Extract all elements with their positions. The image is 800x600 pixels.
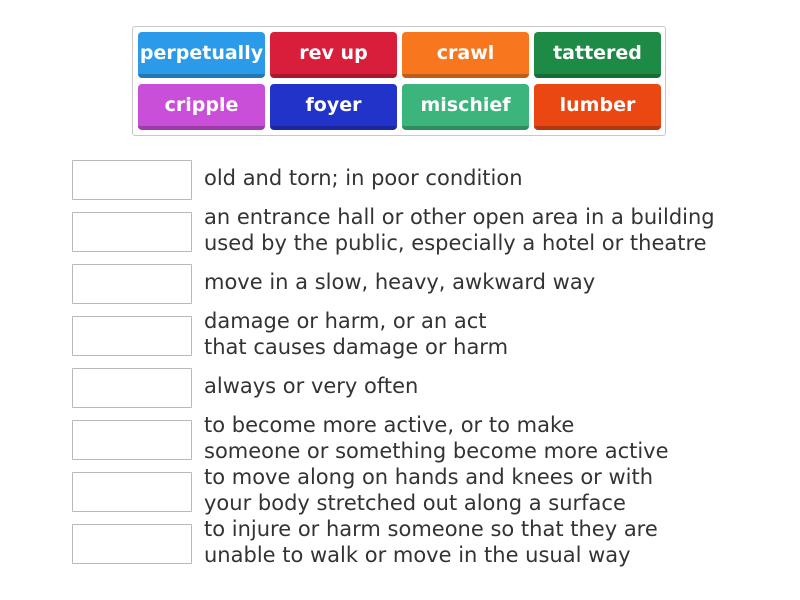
definition-text — [204, 373, 754, 399]
definition-text — [204, 269, 754, 295]
definition-line: someone or something become more active — [204, 439, 669, 463]
word-tile-cripple[interactable]: cripple — [138, 84, 265, 130]
definition-text — [204, 204, 754, 256]
definition-row — [72, 264, 752, 306]
definition-text — [204, 165, 754, 191]
definition-text — [204, 516, 754, 568]
word-bank — [132, 26, 666, 136]
definition-line: old and torn; in poor condition — [204, 166, 523, 190]
answer-drop-box[interactable] — [72, 212, 192, 252]
answer-drop-box[interactable] — [72, 160, 192, 200]
word-tile-perpetually[interactable]: perpetually — [138, 32, 265, 78]
word-tile-lumber[interactable]: lumber — [534, 84, 661, 130]
definition-row — [72, 413, 752, 463]
definition-line: your body stretched out along a surface — [204, 491, 626, 515]
word-tile-crawl[interactable]: crawl — [402, 32, 529, 78]
definition-line: that causes damage or harm — [204, 335, 509, 359]
answer-drop-box[interactable] — [72, 472, 192, 512]
answer-drop-box[interactable] — [72, 524, 192, 564]
definition-row — [72, 368, 752, 410]
definition-row — [72, 205, 752, 255]
definition-row — [72, 465, 752, 515]
definition-line: unable to walk or move in the usual way — [204, 543, 631, 567]
definition-line: to injure or harm someone so that they are — [204, 517, 658, 541]
definition-line: damage or harm, or an act — [204, 309, 487, 333]
definition-row — [72, 160, 752, 202]
definition-line: to become more active, or to make — [204, 413, 575, 437]
definition-line: used by the public, especially a hotel or theatre — [204, 231, 707, 255]
definition-line: always or very often — [204, 374, 419, 398]
word-tile-mischief[interactable]: mischief — [402, 84, 529, 130]
word-tile-rev-up[interactable]: rev up — [270, 32, 397, 78]
word-tile-tattered[interactable]: tattered — [534, 32, 661, 78]
definition-text — [204, 308, 754, 360]
definition-line: to move along on hands and knees or with — [204, 465, 654, 489]
answer-drop-box[interactable] — [72, 264, 192, 304]
answer-drop-box[interactable] — [72, 368, 192, 408]
word-tile-foyer[interactable]: foyer — [270, 84, 397, 130]
definition-line: move in a slow, heavy, awkward way — [204, 270, 596, 294]
answer-drop-box[interactable] — [72, 420, 192, 460]
definition-text — [204, 412, 754, 464]
answer-drop-box[interactable] — [72, 316, 192, 356]
definition-text — [204, 464, 754, 516]
definition-row — [72, 309, 752, 359]
definition-line: an entrance hall or other open area in a building — [204, 205, 715, 229]
definition-row — [72, 517, 752, 567]
